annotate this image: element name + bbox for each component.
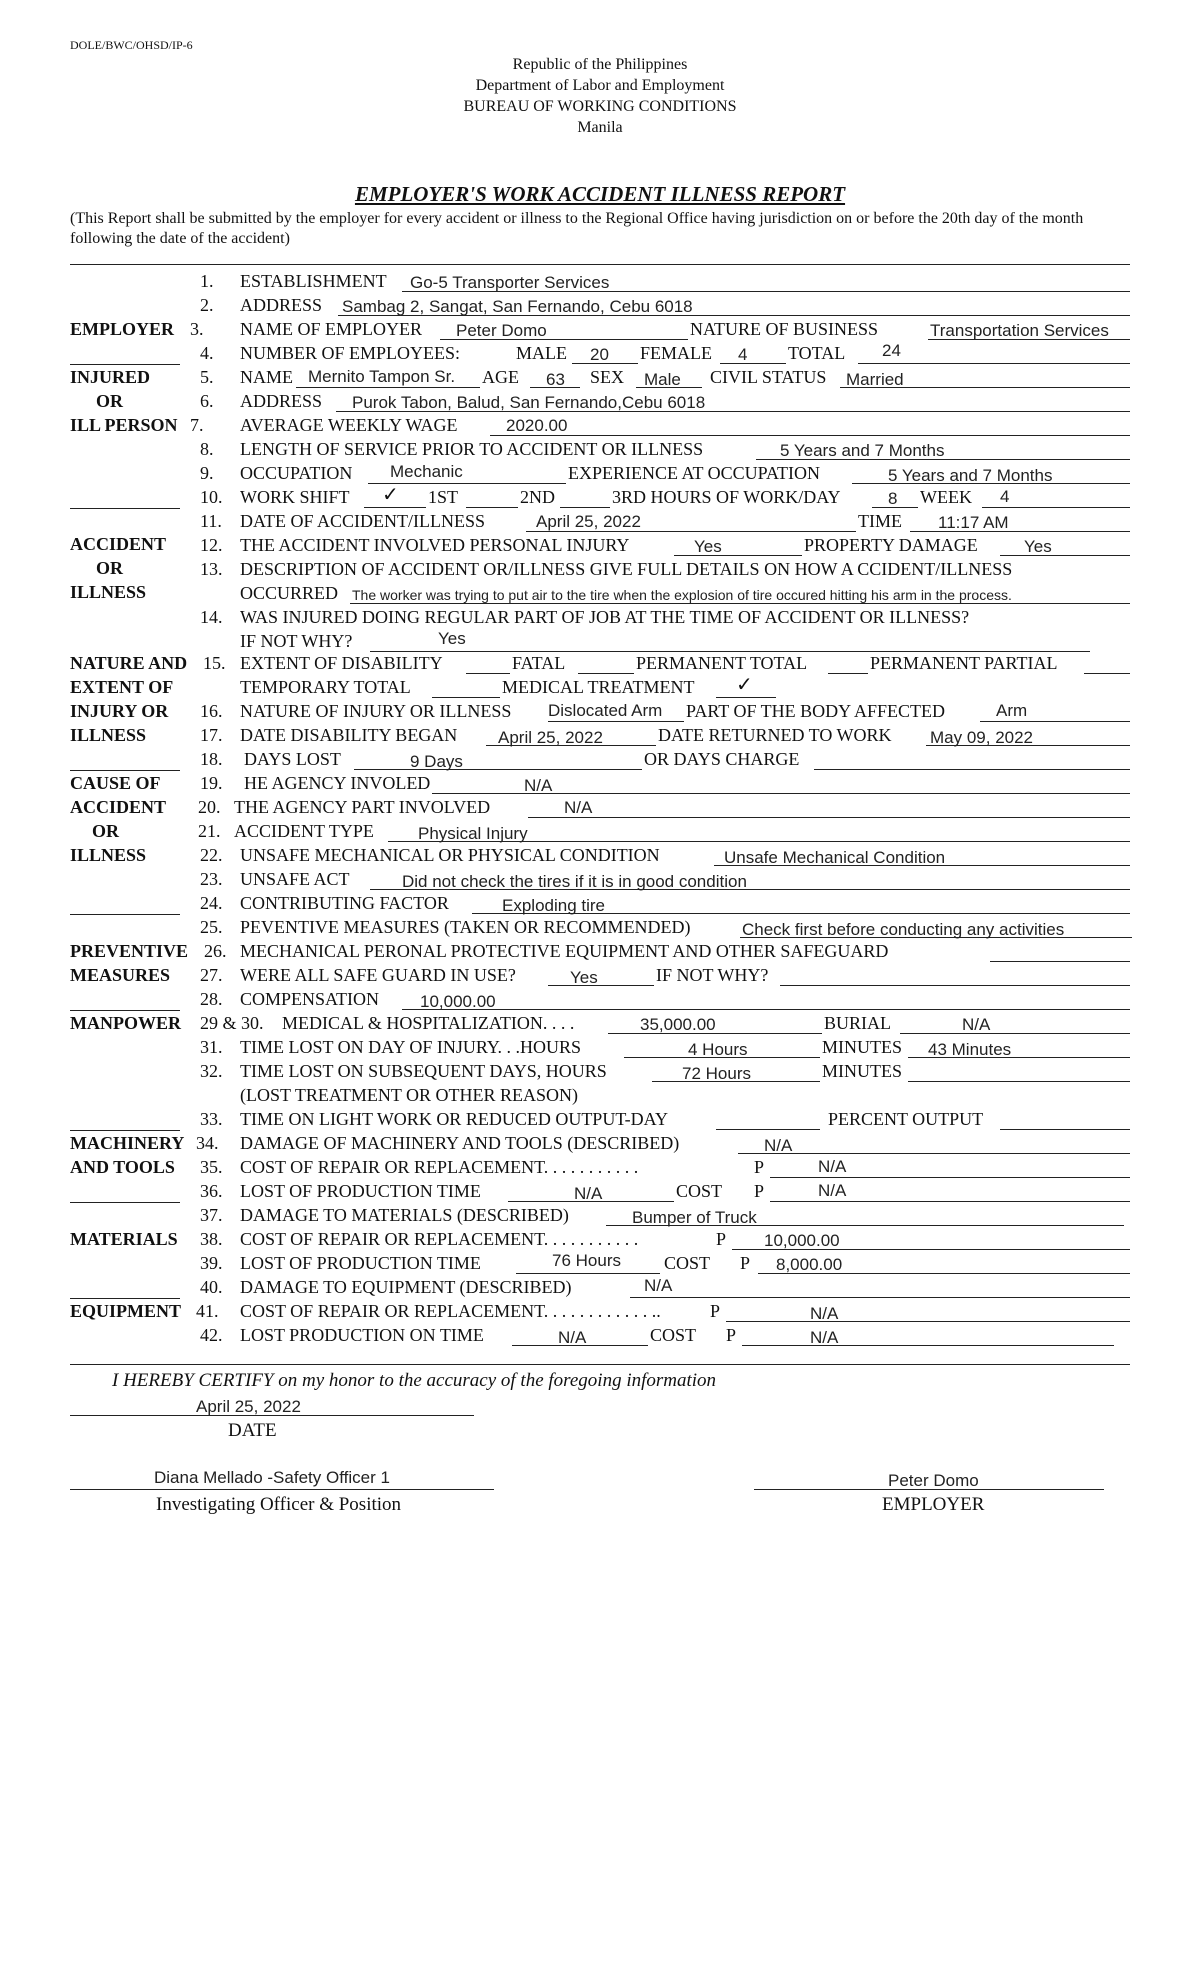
section-or: OR bbox=[96, 391, 123, 411]
section-or: OR bbox=[92, 821, 119, 841]
occupation-label: OCCUPATION bbox=[240, 463, 353, 483]
item-number: 17. bbox=[200, 725, 223, 745]
field-line bbox=[982, 507, 1130, 508]
section-measures: MEASURES bbox=[70, 965, 171, 985]
address-label: ADDRESS bbox=[240, 295, 323, 315]
subsequent-hours-label: TIME LOST ON SUBSEQUENT DAYS, HOURS bbox=[240, 1061, 607, 1081]
body-part-label: PART OF THE BODY AFFECTED bbox=[686, 701, 945, 721]
field-line bbox=[528, 817, 1130, 818]
section-illness: ILLNESS bbox=[70, 582, 147, 602]
materials-time-value: 76 Hours bbox=[552, 1251, 621, 1270]
field-line bbox=[466, 673, 510, 674]
date-accident-label: DATE OF ACCIDENT/ILLNESS bbox=[240, 511, 486, 531]
section-and-tools: AND TOOLS bbox=[70, 1157, 175, 1177]
section-manpower: MANPOWER bbox=[70, 1013, 181, 1033]
employer-name-label: NAME OF EMPLOYER bbox=[240, 319, 423, 339]
hours-day-label: 3RD HOURS OF WORK/DAY bbox=[612, 487, 841, 507]
hours-lost-value: 4 Hours bbox=[688, 1040, 748, 1059]
occurred-label: OCCURRED bbox=[240, 583, 339, 603]
section-divider bbox=[70, 1202, 180, 1203]
hours-lost-label: TIME LOST ON DAY OF INJURY. . .HOURS bbox=[240, 1037, 582, 1057]
item-number: 6. bbox=[200, 391, 214, 411]
item-number: 16. bbox=[200, 701, 223, 721]
sex-label: SEX bbox=[590, 367, 625, 387]
peso-label: P bbox=[740, 1253, 751, 1273]
unsafe-act-value: Did not check the tires if it is in good condition bbox=[402, 872, 747, 891]
section-employer: EMPLOYER bbox=[70, 319, 175, 339]
item-number: 23. bbox=[200, 869, 223, 889]
nature-injury-value: Dislocated Arm bbox=[548, 701, 663, 720]
field-line bbox=[296, 387, 480, 388]
divider bbox=[70, 1364, 1130, 1365]
male-value: 20 bbox=[590, 345, 609, 364]
cost-label: COST bbox=[664, 1253, 711, 1273]
item-number: 25. bbox=[200, 917, 223, 937]
item-number: 41. bbox=[196, 1301, 219, 1321]
contributing-label: CONTRIBUTING FACTOR bbox=[240, 893, 449, 913]
item-number: 15. bbox=[203, 653, 226, 673]
field-line bbox=[1000, 1129, 1130, 1130]
safeguard-equipment-label: MECHANICAL PERONAL PROTECTIVE EQUIPMENT AND OTHER SAFEGUARD bbox=[240, 941, 889, 961]
check-icon: ✓ bbox=[736, 672, 753, 696]
section-divider bbox=[70, 770, 180, 771]
date-accident-value: April 25, 2022 bbox=[536, 512, 641, 531]
regular-job-value: Yes bbox=[438, 629, 466, 648]
item-number: 24. bbox=[200, 893, 223, 913]
length-service-label: LENGTH OF SERVICE PRIOR TO ACCIDENT OR ILLNESS bbox=[240, 439, 704, 459]
item-number: 21. bbox=[198, 821, 221, 841]
item-number: 33. bbox=[200, 1109, 223, 1129]
item-number: 40. bbox=[200, 1277, 223, 1297]
field-line bbox=[990, 961, 1130, 962]
item-number: 2. bbox=[200, 295, 214, 315]
field-line bbox=[814, 769, 1130, 770]
agency-part-value: N/A bbox=[564, 798, 593, 817]
equipment-cost-label: COST OF REPAIR OR REPLACEMENT. . . . . . . . . . . . .. bbox=[240, 1301, 661, 1321]
section-injury-or: INJURY OR bbox=[70, 701, 169, 721]
establishment-value: Go-5 Transporter Services bbox=[410, 273, 610, 292]
field-line bbox=[432, 697, 500, 698]
field-line bbox=[490, 435, 1130, 436]
agency-part-label: THE AGENCY PART INVOLVED bbox=[234, 797, 491, 817]
item-number: 4. bbox=[200, 343, 214, 363]
minutes-lost-value: 43 Minutes bbox=[928, 1040, 1012, 1059]
field-line bbox=[578, 673, 634, 674]
subsequent-hours-value: 72 Hours bbox=[682, 1064, 751, 1083]
item-number: 3. bbox=[190, 319, 204, 339]
weekly-wage-value: 2020.00 bbox=[506, 416, 568, 435]
materials-time-cost-value: 8,000.00 bbox=[776, 1255, 843, 1274]
section-extent-of: EXTENT OF bbox=[70, 677, 174, 697]
subsequent-minutes-label: MINUTES bbox=[822, 1061, 902, 1081]
field-line bbox=[780, 985, 1130, 986]
certify-statement: I HEREBY CERTIFY on my honor to the accuracy of the foregoing information bbox=[112, 1370, 717, 1391]
section-equipment: EQUIPMENT bbox=[70, 1301, 182, 1321]
cost-label: COST bbox=[650, 1325, 697, 1345]
property-damage-value: Yes bbox=[1024, 537, 1052, 556]
equipment-time-value: N/A bbox=[558, 1328, 587, 1347]
header-department: Department of Labor and Employment bbox=[475, 77, 725, 94]
instructions-text: (This Report shall be submitted by the employer for every accident or illness to the Regional Office having jurisdiction on or before the 20th day of the month following the date of the accident) bbox=[70, 210, 1084, 247]
description-label: DESCRIPTION OF ACCIDENT OR/ILLNESS GIVE FULL DETAILS ON HOW A CCIDENT/ILLNESS bbox=[240, 559, 1013, 579]
item-number: 20. bbox=[198, 797, 221, 817]
time-label: TIME bbox=[858, 511, 902, 531]
accident-type-value: Physical Injury bbox=[418, 824, 528, 843]
section-divider bbox=[70, 508, 180, 509]
item-number: 39. bbox=[200, 1253, 223, 1273]
item-number: 34. bbox=[196, 1133, 219, 1153]
peso-label: P bbox=[716, 1229, 727, 1249]
days-lost-label: DAYS LOST bbox=[244, 749, 341, 769]
item-number: 12. bbox=[200, 535, 223, 555]
burial-value: N/A bbox=[962, 1015, 991, 1034]
item-number: 42. bbox=[200, 1325, 223, 1345]
machinery-time-label: LOST OF PRODUCTION TIME bbox=[240, 1181, 481, 1201]
contributing-value: Exploding tire bbox=[502, 896, 606, 915]
item-number: 29 & 30. bbox=[200, 1013, 264, 1033]
hours-day-value: 8 bbox=[888, 489, 898, 508]
days-lost-value: 9 Days bbox=[410, 752, 463, 771]
extent-disability-label: EXTENT OF DISABILITY bbox=[240, 653, 443, 673]
item-number: 1. bbox=[200, 271, 214, 291]
section-nature-and: NATURE AND bbox=[70, 653, 188, 673]
section-divider bbox=[70, 364, 180, 365]
work-shift-label: WORK SHIFT bbox=[240, 487, 350, 507]
signature-line bbox=[70, 1489, 494, 1490]
total-label: TOTAL bbox=[788, 343, 846, 363]
item-number: 36. bbox=[200, 1181, 223, 1201]
machinery-cost-label: COST OF REPAIR OR REPLACEMENT. . . . . . . . . . . bbox=[240, 1157, 639, 1177]
section-or: OR bbox=[96, 558, 123, 578]
item-number: 14. bbox=[200, 607, 223, 627]
certify-date-label: DATE bbox=[228, 1420, 277, 1441]
officer-value: Diana Mellado -Safety Officer 1 bbox=[154, 1468, 390, 1487]
field-line bbox=[828, 673, 868, 674]
item-number: 38. bbox=[200, 1229, 223, 1249]
equipment-damage-label: DAMAGE TO EQUIPMENT (DESCRIBED) bbox=[240, 1277, 572, 1297]
injured-name-value: Mernito Tampon Sr. bbox=[308, 367, 456, 386]
shift-1st-label: 1ST bbox=[428, 487, 459, 507]
certify-date-value: April 25, 2022 bbox=[196, 1397, 301, 1416]
minutes-lost-label: MINUTES bbox=[822, 1037, 902, 1057]
nature-business-value: Transportation Services bbox=[930, 321, 1109, 340]
field-line bbox=[980, 721, 1130, 722]
item-number: 26. bbox=[204, 941, 227, 961]
section-divider bbox=[70, 1298, 180, 1299]
item-number: 18. bbox=[200, 749, 223, 769]
item-number: 37. bbox=[200, 1205, 223, 1225]
experience-label: EXPERIENCE AT OCCUPATION bbox=[568, 463, 821, 483]
section-injured: INJURED bbox=[70, 367, 151, 387]
employees-label: NUMBER OF EMPLOYEES: bbox=[240, 343, 461, 363]
section-accident: ACCIDENT bbox=[70, 534, 167, 554]
injured-address-label: ADDRESS bbox=[240, 391, 323, 411]
field-line bbox=[354, 769, 642, 770]
item-number: 8. bbox=[200, 439, 214, 459]
item-number: 9. bbox=[200, 463, 214, 483]
item-number: 31. bbox=[200, 1037, 223, 1057]
section-divider bbox=[70, 1010, 180, 1011]
peso-label: P bbox=[710, 1301, 721, 1321]
header-bureau: BUREAU OF WORKING CONDITIONS bbox=[463, 98, 737, 115]
item-number: 7. bbox=[190, 415, 204, 435]
machinery-damage-value: N/A bbox=[764, 1136, 793, 1155]
item-number: 13. bbox=[200, 559, 223, 579]
safeguard-in-use-label: WERE ALL SAFE GUARD IN USE? bbox=[240, 965, 516, 985]
section-cause-of: CAUSE OF bbox=[70, 773, 161, 793]
address-value: Sambag 2, Sangat, San Fernando, Cebu 6018 bbox=[342, 297, 693, 316]
machinery-time-value: N/A bbox=[574, 1184, 603, 1203]
item-number: 27. bbox=[200, 965, 223, 985]
nature-injury-label: NATURE OF INJURY OR ILLNESS bbox=[240, 701, 512, 721]
section-machinery: MACHINERY bbox=[70, 1133, 185, 1153]
age-label: AGE bbox=[482, 367, 519, 387]
item-number: 10. bbox=[200, 487, 223, 507]
field-line bbox=[900, 1033, 1130, 1034]
equipment-time-label: LOST PRODUCTION ON TIME bbox=[240, 1325, 484, 1345]
header-republic: Republic of the Philippines bbox=[512, 56, 688, 73]
header-city: Manila bbox=[577, 119, 623, 136]
machinery-damage-label: DAMAGE OF MACHINERY AND TOOLS (DESCRIBED) bbox=[240, 1133, 680, 1153]
agency-involved-label: HE AGENCY INVOLED bbox=[244, 773, 431, 793]
injured-name-label: NAME bbox=[240, 367, 293, 387]
materials-damage-label: DAMAGE TO MATERIALS (DESCRIBED) bbox=[240, 1205, 569, 1225]
section-divider bbox=[70, 1130, 180, 1131]
field-line bbox=[720, 363, 786, 364]
field-line bbox=[364, 507, 426, 508]
week-value: 4 bbox=[1000, 487, 1010, 506]
peso-label: P bbox=[726, 1325, 737, 1345]
unsafe-condition-value: Unsafe Mechanical Condition bbox=[724, 848, 946, 867]
equipment-cost-value: N/A bbox=[810, 1304, 839, 1323]
sex-value: Male bbox=[644, 370, 681, 389]
peso-label: P bbox=[754, 1157, 765, 1177]
date-disability-label: DATE DISABILITY BEGAN bbox=[240, 725, 458, 745]
check-icon: ✓ bbox=[382, 482, 399, 506]
occupation-value: Mechanic bbox=[390, 462, 463, 481]
date-returned-label: DATE RETURNED TO WORK bbox=[658, 725, 892, 745]
materials-cost-label: COST OF REPAIR OR REPLACEMENT. . . . . . . . . . . bbox=[240, 1229, 639, 1249]
page-title: EMPLOYER'S WORK ACCIDENT ILLNESS REPORT bbox=[354, 182, 846, 206]
field-line bbox=[858, 363, 1130, 364]
property-damage-label: PROPERTY DAMAGE bbox=[804, 535, 978, 555]
female-label: FEMALE bbox=[640, 343, 712, 363]
date-disability-value: April 25, 2022 bbox=[498, 728, 603, 747]
field-line bbox=[402, 1009, 1130, 1010]
materials-damage-value: Bumper of Truck bbox=[632, 1208, 757, 1227]
fatal-label: FATAL bbox=[512, 653, 566, 673]
item-number: 11. bbox=[200, 511, 222, 531]
officer-label: Investigating Officer & Position bbox=[156, 1494, 402, 1515]
section-illness: ILLNESS bbox=[70, 845, 147, 865]
female-value: 4 bbox=[738, 345, 748, 364]
permanent-partial-label: PERMANENT PARTIAL bbox=[870, 653, 1058, 673]
machinery-cost-value: N/A bbox=[818, 1157, 847, 1176]
section-divider bbox=[70, 914, 180, 915]
field-line bbox=[742, 1345, 1114, 1346]
cost-label: COST bbox=[676, 1181, 723, 1201]
field-line bbox=[770, 1201, 1130, 1202]
if-not-why-label: IF NOT WHY? bbox=[240, 631, 353, 651]
compensation-label: COMPENSATION bbox=[240, 989, 380, 1009]
medical-treatment-label: MEDICAL TREATMENT bbox=[502, 677, 695, 697]
employer-signature-value: Peter Domo bbox=[888, 1471, 979, 1490]
field-line bbox=[716, 1129, 820, 1130]
field-line bbox=[1084, 673, 1130, 674]
section-accident: ACCIDENT bbox=[70, 797, 167, 817]
regular-job-label: WAS INJURED DOING REGULAR PART OF JOB AT THE TIME OF ACCIDENT OR ILLNESS? bbox=[240, 607, 970, 627]
safeguard-why-label: IF NOT WHY? bbox=[656, 965, 769, 985]
time-value: 11:17 AM bbox=[938, 513, 1009, 532]
item-number: 28. bbox=[200, 989, 223, 1009]
field-line bbox=[516, 1273, 660, 1274]
equipment-damage-value: N/A bbox=[644, 1276, 673, 1295]
civil-status-value: Married bbox=[846, 370, 904, 389]
personal-injury-value: Yes bbox=[694, 537, 722, 556]
field-line bbox=[548, 721, 684, 722]
experience-value: 5 Years and 7 Months bbox=[888, 466, 1053, 485]
field-line bbox=[908, 1081, 1130, 1082]
temporary-total-label: TEMPORARY TOTAL bbox=[240, 677, 411, 697]
section-ill-person: ILL PERSON bbox=[70, 415, 178, 435]
materials-time-label: LOST OF PRODUCTION TIME bbox=[240, 1253, 481, 1273]
shift-2nd-label: 2ND bbox=[520, 487, 555, 507]
nature-business-label: NATURE OF BUSINESS bbox=[690, 319, 879, 339]
field-line bbox=[548, 985, 654, 986]
total-value: 24 bbox=[882, 341, 901, 360]
preventive-value: Check first before conducting any activities bbox=[742, 920, 1065, 939]
male-label: MALE bbox=[516, 343, 567, 363]
machinery-time-cost-value: N/A bbox=[818, 1181, 847, 1200]
safeguard-in-use-value: Yes bbox=[570, 968, 598, 987]
body-part-value: Arm bbox=[996, 701, 1028, 720]
unsafe-condition-label: UNSAFE MECHANICAL OR PHYSICAL CONDITION bbox=[240, 845, 660, 865]
compensation-value: 10,000.00 bbox=[420, 992, 496, 1011]
establishment-label: ESTABLISHMENT bbox=[240, 271, 387, 291]
weekly-wage-label: AVERAGE WEEKLY WAGE bbox=[240, 415, 458, 435]
field-line bbox=[1000, 555, 1130, 556]
agency-involved-value: N/A bbox=[524, 776, 553, 795]
permanent-total-label: PERMANENT TOTAL bbox=[636, 653, 808, 673]
section-materials: MATERIALS bbox=[70, 1229, 178, 1249]
days-charge-label: OR DAYS CHARGE bbox=[644, 749, 800, 769]
percent-output-label: PERCENT OUTPUT bbox=[828, 1109, 984, 1129]
item-number: 35. bbox=[200, 1157, 223, 1177]
week-label: WEEK bbox=[920, 487, 972, 507]
item-number: 32. bbox=[200, 1061, 223, 1081]
medical-value: 35,000.00 bbox=[640, 1015, 716, 1034]
personal-injury-label: THE ACCIDENT INVOLVED PERSONAL INJURY bbox=[240, 535, 630, 555]
field-line bbox=[716, 697, 776, 698]
document-code: DOLE/BWC/OHSD/IP-6 bbox=[70, 38, 193, 52]
medical-label: MEDICAL & HOSPITALIZATION. . . . bbox=[282, 1013, 575, 1033]
length-service-value: 5 Years and 7 Months bbox=[780, 441, 945, 460]
item-number: 19. bbox=[200, 773, 223, 793]
field-line bbox=[560, 507, 610, 508]
field-line bbox=[726, 1321, 1130, 1322]
age-value: 63 bbox=[546, 370, 565, 389]
field-line bbox=[770, 1177, 1130, 1178]
unsafe-act-label: UNSAFE ACT bbox=[240, 869, 350, 889]
field-line bbox=[466, 507, 518, 508]
equipment-time-cost-value: N/A bbox=[810, 1328, 839, 1347]
item-number: 5. bbox=[200, 367, 214, 387]
preventive-label: PEVENTIVE MEASURES (TAKEN OR RECOMMENDED) bbox=[240, 917, 691, 937]
civil-status-label: CIVIL STATUS bbox=[710, 367, 827, 387]
injured-address-value: Purok Tabon, Balud, San Fernando,Cebu 6018 bbox=[352, 393, 706, 412]
date-returned-value: May 09, 2022 bbox=[930, 728, 1034, 747]
divider bbox=[70, 264, 1130, 265]
description-value: The worker was trying to put air to the tire when the explosion of tire occured hitting his arm in the process. bbox=[352, 587, 1012, 603]
lost-treatment-label: (LOST TREATMENT OR OTHER REASON) bbox=[240, 1085, 579, 1105]
field-line bbox=[738, 1153, 1130, 1154]
section-illness: ILLNESS bbox=[70, 725, 147, 745]
peso-label: P bbox=[754, 1181, 765, 1201]
materials-cost-value: 10,000.00 bbox=[764, 1231, 840, 1250]
accident-type-label: ACCIDENT TYPE bbox=[234, 821, 374, 841]
section-preventive: PREVENTIVE bbox=[70, 941, 189, 961]
burial-label: BURIAL bbox=[824, 1013, 891, 1033]
field-line bbox=[630, 1297, 1130, 1298]
light-work-label: TIME ON LIGHT WORK OR REDUCED OUTPUT-DAY bbox=[240, 1109, 669, 1129]
employer-name-value: Peter Domo bbox=[456, 321, 547, 340]
employer-signature-label: EMPLOYER bbox=[882, 1494, 985, 1515]
item-number: 22. bbox=[200, 845, 223, 865]
